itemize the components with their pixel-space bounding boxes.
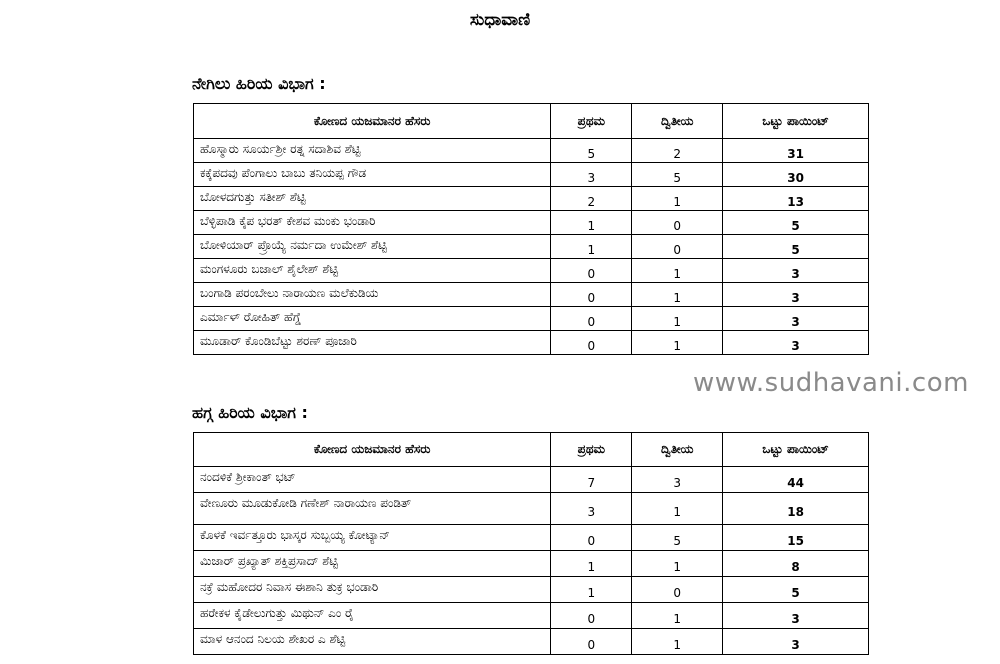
- owner-name-cell: ಬೆಳ್ಳಿಪಾಡಿ ಕೈಪ ಭರತ್ ಕೇಶವ ಮಂಕು ಭಂಡಾರಿ: [194, 211, 551, 235]
- first-count-cell: 0: [551, 603, 632, 629]
- second-count-cell: 1: [632, 603, 723, 629]
- second-count-cell: 0: [632, 235, 723, 259]
- owner-name-cell: ನಂದಳಿಕೆ ಶ್ರೀಕಾಂತ್ ಭಟ್: [194, 467, 551, 493]
- owner-name-cell: ಹೊಸ್ಮಾರು ಸೂರ್ಯಶ್ರೀ ರತ್ನ ಸದಾಶಿವ ಶೆಟ್ಟಿ: [194, 139, 551, 163]
- owner-name-cell: ಕಕ್ಕೆಪದವು ಪೆಂಗಾಲು ಬಾಬು ತನಿಯಪ್ಪ ಗೌಡ: [194, 163, 551, 187]
- owner-name-cell: ಹರೇಕಳ ಕೈಡೇಲುಗುತ್ತು ಮಿಥುನ್ ಎಂ ರೈ: [194, 603, 551, 629]
- owner-name-cell: ವೇಣೂರು ಮೂಡುಕೋಡಿ ಗಣೇಶ್ ನಾರಾಯಣ ಪಂಡಿತ್: [194, 493, 551, 525]
- results-table-negilu: [193, 103, 869, 355]
- owner-name-cell: ಮಿಜಾರ್ ಪ್ರಖ್ಯಾತ್ ಶಕ್ತಿಪ್ರಸಾದ್ ಶೆಟ್ಟಿ: [194, 551, 551, 577]
- table-row: [194, 629, 869, 655]
- table-row: [194, 259, 869, 283]
- total-points-cell: 3: [723, 259, 869, 283]
- total-points-cell: 8: [723, 551, 869, 577]
- second-count-cell: 3: [632, 467, 723, 493]
- total-points-cell: 5: [723, 211, 869, 235]
- table-header-row: [194, 104, 869, 139]
- total-points-cell: 5: [723, 577, 869, 603]
- table-row: [194, 551, 869, 577]
- total-points-cell: 18: [723, 493, 869, 525]
- total-points-cell: 3: [723, 603, 869, 629]
- first-count-cell: 0: [551, 629, 632, 655]
- second-count-cell: 1: [632, 629, 723, 655]
- watermark: www.sudhavani.com: [693, 368, 969, 398]
- table-row: [194, 331, 869, 355]
- table-row: [194, 603, 869, 629]
- total-points-cell: 3: [723, 283, 869, 307]
- table-row: [194, 577, 869, 603]
- second-count-cell: 1: [632, 259, 723, 283]
- second-count-cell: 1: [632, 187, 723, 211]
- table-row: [194, 187, 869, 211]
- column-header-second: ದ್ವಿತೀಯ: [632, 433, 723, 467]
- table-row: [194, 525, 869, 551]
- first-count-cell: 0: [551, 331, 632, 355]
- total-points-cell: 13: [723, 187, 869, 211]
- first-count-cell: 0: [551, 307, 632, 331]
- first-count-cell: 1: [551, 551, 632, 577]
- column-header-owner: ಕೋಣದ ಯಜಮಾನರ ಹೆಸರು: [194, 104, 551, 139]
- owner-name-cell: ಬೋಳದಗುತ್ತು ಸತೀಶ್ ಶೆಟ್ಟಿ: [194, 187, 551, 211]
- second-count-cell: 1: [632, 307, 723, 331]
- table-row: [194, 493, 869, 525]
- first-count-cell: 7: [551, 467, 632, 493]
- second-count-cell: 1: [632, 283, 723, 307]
- first-count-cell: 3: [551, 163, 632, 187]
- column-header-total: ಒಟ್ಟು ಪಾಯಿಂಟ್: [723, 433, 869, 467]
- owner-name-cell: ಬೋಳಿಯಾರ್ ಪ್ರೊಯ್ಯೆ ನರ್ಮದಾ ಉಮೇಶ್ ಶೆಟ್ಟಿ: [194, 235, 551, 259]
- section-heading-hagga: ಹಗ್ಗ ಹಿರಿಯ ವಿಭಾಗ :: [192, 403, 308, 422]
- column-header-first: ಪ್ರಥಮ: [551, 104, 632, 139]
- first-count-cell: 3: [551, 493, 632, 525]
- second-count-cell: 0: [632, 211, 723, 235]
- second-count-cell: 2: [632, 139, 723, 163]
- first-count-cell: 1: [551, 235, 632, 259]
- total-points-cell: 3: [723, 331, 869, 355]
- second-count-cell: 1: [632, 551, 723, 577]
- owner-name-cell: ಕೊಳಕೆ ಇರ್ವತ್ತೂರು ಭಾಸ್ಕರ ಸುಬ್ಬಯ್ಯ ಕೋಟ್ಯಾನ್: [194, 525, 551, 551]
- second-count-cell: 0: [632, 577, 723, 603]
- second-count-cell: 1: [632, 331, 723, 355]
- first-count-cell: 1: [551, 577, 632, 603]
- total-points-cell: 3: [723, 307, 869, 331]
- column-header-second: ದ್ವಿತೀಯ: [632, 104, 723, 139]
- column-header-total: ಒಟ್ಟು ಪಾಯಿಂಟ್: [723, 104, 869, 139]
- total-points-cell: 44: [723, 467, 869, 493]
- total-points-cell: 3: [723, 629, 869, 655]
- owner-name-cell: ಮಾಳ ಆನಂದ ನಿಲಯ ಶೇಖರ ಎ ಶೆಟ್ಟಿ: [194, 629, 551, 655]
- table-header-row: [194, 433, 869, 467]
- first-count-cell: 5: [551, 139, 632, 163]
- second-count-cell: 5: [632, 525, 723, 551]
- page-title: ಸುಧಾವಾಣಿ: [469, 10, 531, 30]
- total-points-cell: 30: [723, 163, 869, 187]
- table-row: [194, 211, 869, 235]
- results-table-hagga: [193, 432, 869, 655]
- owner-name-cell: ಮೂಡಾರ್ ಕೊಂಡಿಬೆಟ್ಟು ಶರಣ್ ಪೂಜಾರಿ: [194, 331, 551, 355]
- second-count-cell: 1: [632, 493, 723, 525]
- table-row: [194, 139, 869, 163]
- owner-name-cell: ಎರ್ಮಾಳ್ ರೋಹಿತ್ ಹೆಗ್ಡೆ: [194, 307, 551, 331]
- first-count-cell: 0: [551, 259, 632, 283]
- first-count-cell: 0: [551, 525, 632, 551]
- table-row: [194, 283, 869, 307]
- total-points-cell: 5: [723, 235, 869, 259]
- first-count-cell: 0: [551, 283, 632, 307]
- owner-name-cell: ಬಂಗಾಡಿ ಪರಂಬೇಲು ನಾರಾಯಣ ಮಲೆಕುಡಿಯ: [194, 283, 551, 307]
- column-header-owner: ಕೋಣದ ಯಜಮಾನರ ಹೆಸರು: [194, 433, 551, 467]
- total-points-cell: 31: [723, 139, 869, 163]
- second-count-cell: 5: [632, 163, 723, 187]
- owner-name-cell: ನಕ್ರೆ ಮಹೋದರ ನಿವಾಸ ಈಶಾನಿ ತುಕ್ರ ಭಂಡಾರಿ: [194, 577, 551, 603]
- table-row: [194, 235, 869, 259]
- table-row: [194, 467, 869, 493]
- first-count-cell: 1: [551, 211, 632, 235]
- first-count-cell: 2: [551, 187, 632, 211]
- section-heading-negilu: ನೇಗಿಲು ಹಿರಿಯ ವಿಭಾಗ :: [192, 74, 326, 93]
- table-row: [194, 307, 869, 331]
- owner-name-cell: ಮಂಗಳೂರು ಬಜಾಲ್ ಶೈಲೇಶ್ ಶೆಟ್ಟಿ: [194, 259, 551, 283]
- total-points-cell: 15: [723, 525, 869, 551]
- column-header-first: ಪ್ರಥಮ: [551, 433, 632, 467]
- table-row: [194, 163, 869, 187]
